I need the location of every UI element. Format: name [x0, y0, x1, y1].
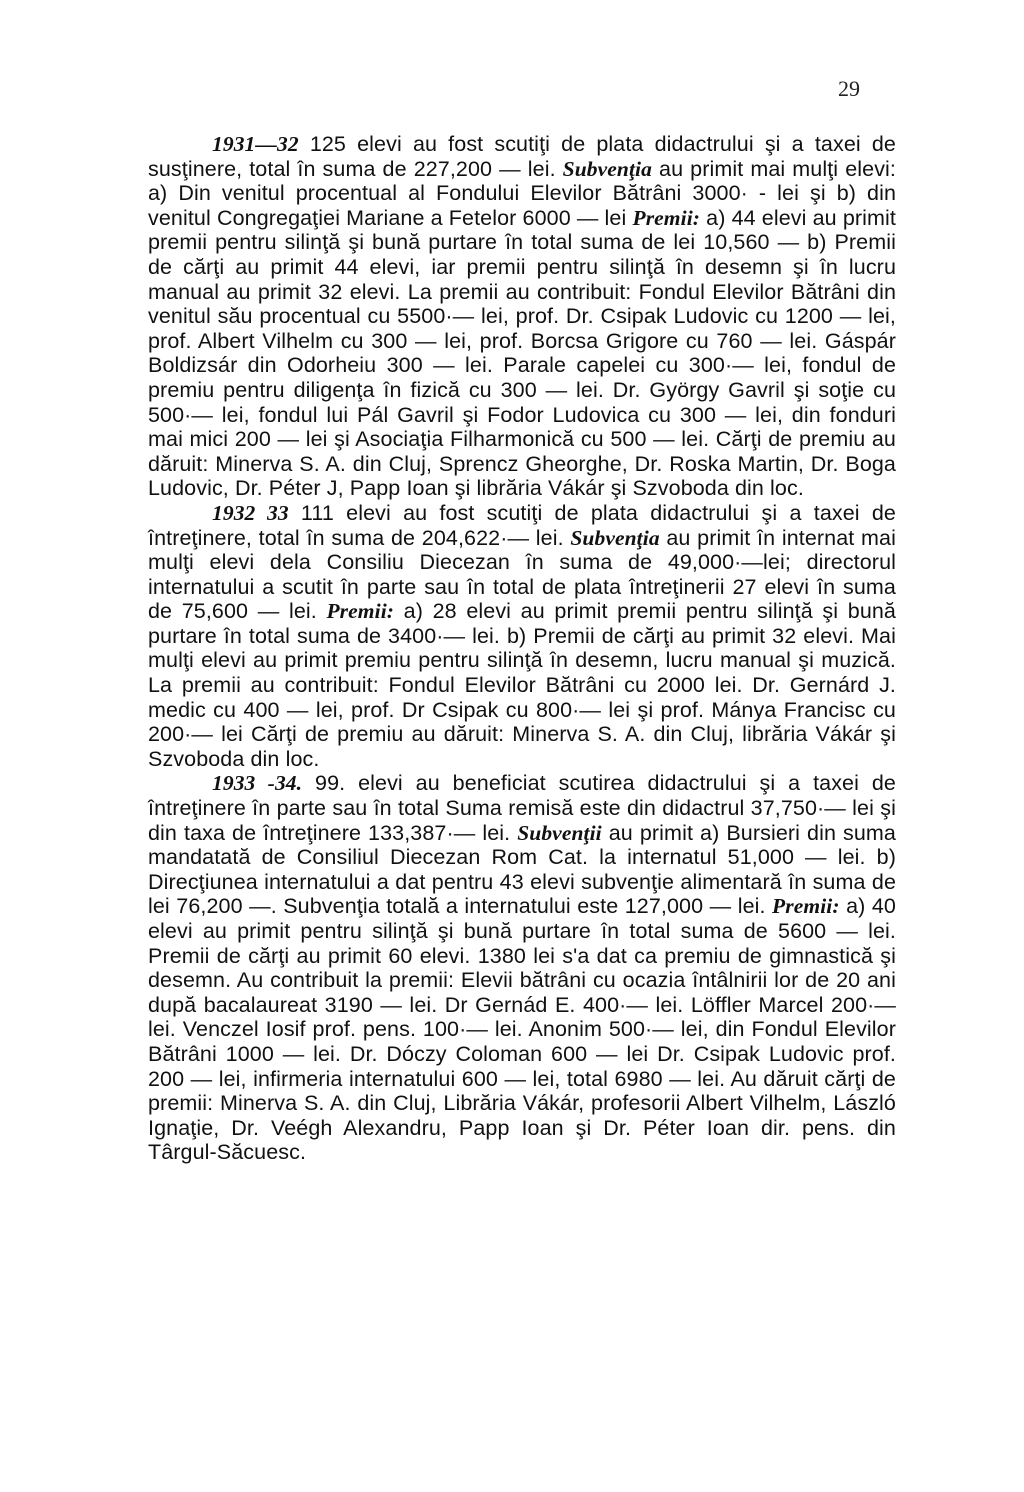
year-heading: 1933 -34.	[212, 771, 303, 796]
paragraph-text: 111 elevi au fost scutiţi de plata didactrului şi a taxei de întreţinere, total în suma de 204,622·— lei.	[148, 500, 896, 550]
prizes-label: Premii:	[326, 599, 395, 624]
subvention-label: Subvenţia	[562, 156, 652, 181]
paragraph-text: au primit mai mulţi elevi: a) Din venitul procentual al Fondului Elevilor Bătrâni 3000· - lei şi b) din venitul Congregaţiei Mariane a Fetelor 6000 — lei	[148, 156, 897, 230]
year-heading: 1931—32	[212, 132, 299, 156]
prizes-label: Premii:	[632, 205, 701, 230]
body-text	[148, 132, 896, 1165]
paragraph-1932-33	[148, 501, 896, 772]
paragraph-text: a) 28 elevi au primit premii pentru silinţă şi bună purtare în total suma de 3400·— lei. b) Premii de cărţi au primit 32 elevi. Mai mulţi elevi au primit premiu pentru silinţă în desemn, lucru manual şi muzică. La premii au contribuit: Fondul Elevilor Bătrâni cu 2000 lei. Dr. Gernárd J. medic cu 400 — lei, prof. Dr Csipak cu 800·— lei şi prof. Mánya Francisc cu 200·— lei Cărţi de premiu au dăruit: Minerva S. A. din Cluj, librăria Vákár şi Szvoboda din loc.	[148, 599, 896, 771]
paragraph-text: 125 elevi au fost scutiţi de plata didactrului şi a taxei de susţinere, total în suma de 227,200 — lei.	[148, 132, 896, 181]
paragraph-text: a) 40 elevi au primit pentru silinţă şi bună purtare în total suma de 5600 — lei. Premii de cărţi au primit 60 elevi. 1380 lei s'a dat ca premiu de gimnastică şi desemn. Au contribuit la premii: Elevii bătrâni cu ocazia întâlnirii lor de 20 ani după bacalaureat 3190 — lei. Dr Gernád E. 400·— lei. Löffler Marcel 200·— lei. Venczel Iosif prof. pens. 100·— lei. Anonim 500·— lei, din Fondul Elevilor Bătrâni 1000 — lei. Dr. Dóczy Coloman 600 — lei Dr. Csipak Ludovic prof. 200 — lei, infirmeria internatului 600 — lei, total 6980 — lei. Au dăruit cărţi de premii: Minerva S. A. din Cluj, Librăria Vákár, profesorii Albert Vilhelm, László Ignaţie, Dr. Veégh Alexandru, Papp Ioan şi Dr. Péter Ioan dir. pens. din Târgul-Săcuesc.	[148, 894, 896, 1165]
paragraph-text: 99. elevi au beneficiat scutirea didactrului şi a taxei de întreţinere în parte sau în total Suma remisă este din didactrul 37,750·— lei şi din taxa de întreţinere 133,387·— lei.	[148, 771, 896, 845]
prizes-label: Premii:	[772, 894, 840, 919]
paragraph-text: au primit a) Bursieri din suma mandatată de Consiliul Diecezan Rom Cat. la internatul 51,000 — lei. b) Direcţiunea internatului a dat pentru 43 elevi subvenţie alimentară în suma de lei 76,200 —. Subvenţia totală a internatului este 127,000 — lei.	[148, 820, 896, 919]
subvention-label: Subvenţii	[517, 820, 602, 845]
page-number: 29	[838, 76, 860, 101]
year-heading: 1932 33	[212, 500, 289, 525]
paragraph-text: au primit în internat mai mulţi elevi dela Consiliu Diecezan în suma de 49,000·—lei; directorul internatului a scutit în parte sau în total de plata întreţinerii 27 elevi în suma de 75,600 — lei.	[148, 525, 896, 624]
paragraph-1933-34	[148, 771, 896, 1165]
subvention-label: Subvenţia	[570, 525, 660, 550]
paragraph-1931-32	[148, 132, 896, 501]
paragraph-text: a) 44 elevi au primit premii pentru silinţă şi bună purtare în total suma de lei 10,560 — b) Premii de cărţi au primit 44 elevi, iar premii pentru silinţă în desemn şi în lucru manual au primit 32 elevi. La premii au contribuit: Fondul Elevilor Bătrâni din venitul său procentual cu 5500·— lei, prof. Dr. Csipak Ludovic cu 1200 — lei, prof. Albert Vilhelm cu 300 — lei, prof. Borcsa Grigore cu 760 — lei. Gáspár Boldizsár din Odorheiu 300 — lei. Parale capelei cu 300·— lei, fondul de premiu pentru diligenţa în fizică cu 300 — lei. Dr. György Gavril şi soţie cu 500·— lei, fondul lui Pál Gavril şi Fodor Ludovica cu 300 — lei, din fonduri mai mici 200 — lei şi Asociaţia Filharmonică cu 500 — lei. Cărţi de premiu au dăruit: Minerva S. A. din Cluj, Sprencz Gheorghe, Dr. Roska Martin, Dr. Boga Ludovic, Dr. Péter J, Papp Ioan şi librăria Vákár şi Szvoboda din loc.	[148, 205, 896, 501]
